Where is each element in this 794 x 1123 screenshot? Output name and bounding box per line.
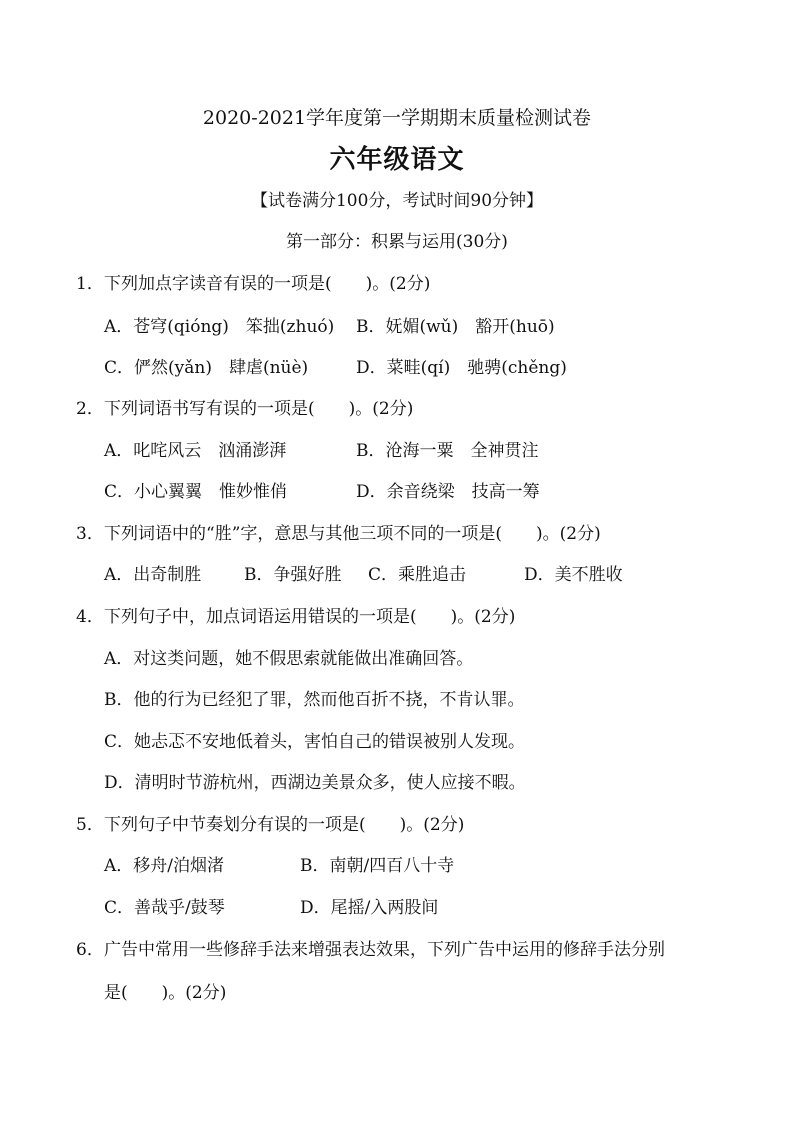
option-5d: D．尾摇/入两股间: [300, 898, 439, 918]
option-5b: B．南朝/四百八十寺: [300, 856, 455, 876]
question-text: 下列加点字读音有误的一项是( )。(2分): [104, 274, 431, 294]
option-1b: B．妩媚(wǔ) 豁开(huō): [356, 317, 555, 337]
option-2c: C．小心翼翼 惟妙惟俏: [104, 482, 288, 502]
exam-subtitle: 六年级语文: [329, 145, 465, 175]
option-4b: B．他的行为已经犯了罪，然而他百折不挠，不肯认罪。: [104, 690, 525, 710]
question-text: 下列句子中节奏划分有误的一项是( )。(2分): [104, 815, 465, 835]
question-number: 1．: [76, 274, 104, 294]
exam-note: 【试卷满分100分，考试时间90分钟】: [250, 191, 544, 211]
question-number: 5．: [76, 815, 104, 835]
question-number: 3．: [76, 524, 104, 544]
option-1a: A．苍穹(qióng) 笨拙(zhuó): [104, 317, 335, 337]
option-2b: B．沧海一粟 全神贯注: [356, 441, 539, 461]
option-5a: A．移舟/泊烟渚: [104, 856, 225, 876]
section-heading: 第一部分：积累与运用(30分): [286, 232, 508, 252]
question-number: 6．: [76, 940, 104, 960]
question-3: [76, 523, 601, 545]
option-3d: D．美不胜收: [524, 565, 623, 585]
option-3c: C．乘胜追击: [368, 565, 467, 585]
question-number: 4．: [76, 607, 104, 627]
option-3a: A．出奇制胜: [104, 565, 202, 585]
question-6-continued: 是( )。(2分): [104, 983, 227, 1003]
option-4a: A．对这类问题，她不假思索就能做出准确回答。: [104, 649, 474, 669]
option-4c: C．她忐忑不安地低着头，害怕自己的错误被别人发现。: [104, 732, 526, 752]
option-4d: D．清明时节游杭州，西湖边美景众多，使人应接不暇。: [104, 773, 526, 793]
question-text: 广告中常用一些修辞手法来增强表达效果，下列广告中运用的修辞手法分别: [104, 940, 665, 960]
option-2d: D．余音绕梁 技高一筹: [356, 482, 540, 502]
option-1d: D．菜畦(qí) 驰骋(chěng): [356, 358, 567, 378]
question-4: [76, 606, 515, 628]
question-2: [76, 398, 413, 420]
exam-title: 2020-2021学年度第一学期期末质量检测试卷: [202, 107, 592, 129]
option-1c: C．俨然(yǎn) 肆虐(nüè): [104, 358, 309, 378]
question-text: 下列词语书写有误的一项是( )。(2分): [104, 399, 414, 419]
question-5: [76, 814, 464, 836]
option-5c: C．善哉乎/鼓琴: [104, 898, 225, 918]
question-text: 下列词语中的“胜”字，意思与其他三项不同的一项是( )。(2分): [104, 524, 601, 544]
question-1: [76, 273, 430, 295]
question-text: 下列句子中，加点词语运用错误的一项是( )。(2分): [104, 607, 516, 627]
option-3b: B．争强好胜: [244, 565, 342, 585]
option-2a: A．叱咤风云 汹涌澎湃: [104, 441, 287, 461]
question-number: 2．: [76, 399, 104, 419]
question-6: [76, 939, 665, 961]
